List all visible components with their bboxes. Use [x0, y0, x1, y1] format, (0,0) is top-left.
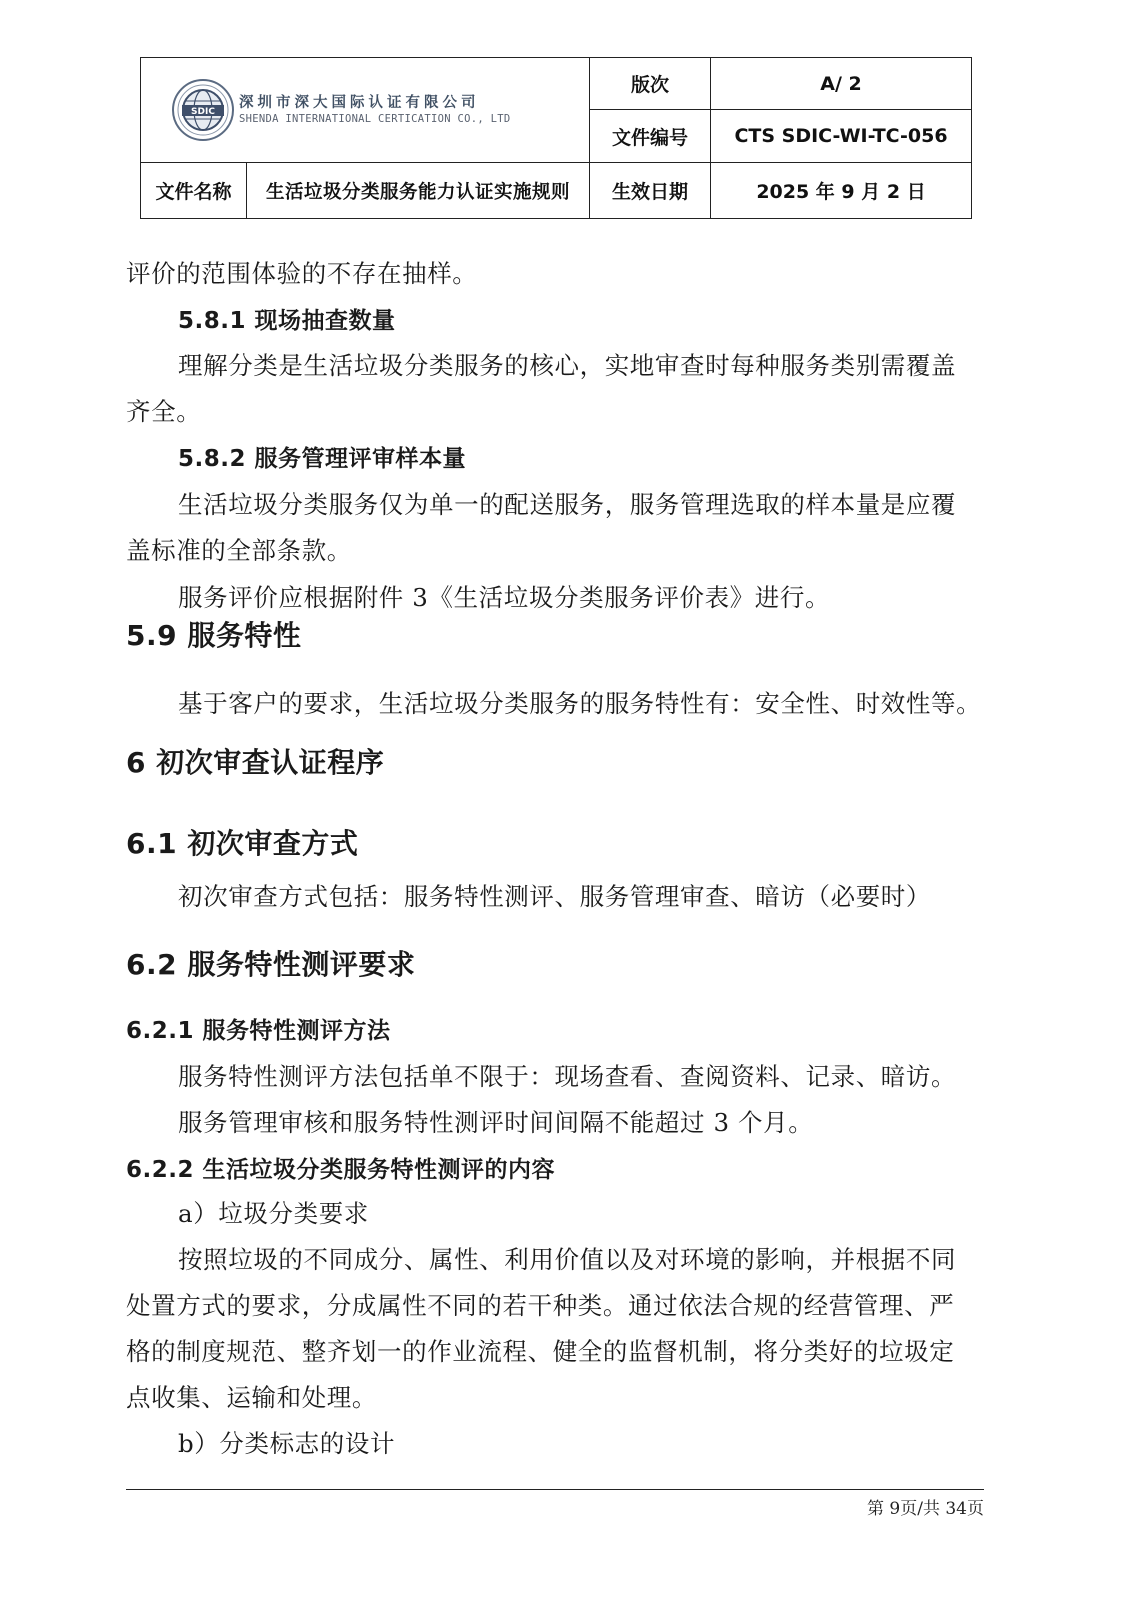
paragraph-line: 点收集、运输和处理。: [126, 1383, 377, 1412]
paragraph-line: 齐全。: [126, 397, 202, 426]
paragraph-line: 服务特性测评方法包括单不限于：现场查看、查阅资料、记录、暗访。: [178, 1062, 957, 1091]
effective-date-label: 生效日期: [590, 163, 711, 219]
paragraph-line: 基于客户的要求，生活垃圾分类服务的服务特性有：安全性、时效性等。: [178, 689, 982, 718]
company-name-cn: 深圳市深大国际认证有限公司: [239, 95, 480, 112]
paragraph-line: 盖标准的全部条款。: [126, 536, 352, 565]
heading-6-1: 6.1 初次审查方式: [126, 827, 359, 860]
list-item-label: b）分类标志的设计: [178, 1429, 396, 1458]
doc-name-value: 生活垃圾分类服务能力认证实施规则: [247, 163, 590, 219]
company-name-en: SHENDA INTERNATIONAL CERTICATION CO., LTD: [239, 112, 511, 125]
paragraph-line: 初次审查方式包括：服务特性测评、服务管理审查、暗访（必要时）: [178, 882, 931, 911]
doc-number-label: 文件编号: [590, 110, 711, 163]
footer-divider: [126, 1489, 984, 1490]
document-header-table: [140, 57, 972, 219]
heading-6-2-1: 6.2.1 服务特性测评方法: [126, 1018, 391, 1044]
list-item-label: a）垃圾分类要求: [178, 1199, 369, 1228]
version-value: A/ 2: [711, 58, 972, 110]
version-label: 版次: [590, 58, 711, 110]
effective-date-value: 2025 年 9 月 2 日: [711, 163, 972, 219]
company-logo-icon: [171, 78, 235, 142]
svg-text:SDIC: SDIC: [191, 107, 215, 117]
heading-6-2-2: 6.2.2 生活垃圾分类服务特性测评的内容: [126, 1157, 555, 1183]
paragraph-line: 服务评价应根据附件 3《生活垃圾分类服务评价表》进行。: [178, 583, 831, 612]
paragraph-line: 处置方式的要求，分成属性不同的若干种类。通过依法合规的经营管理、严: [126, 1291, 955, 1320]
heading-6-2: 6.2 服务特性测评要求: [126, 948, 416, 981]
paragraph-line: 服务管理审核和服务特性测评时间间隔不能超过 3 个月。: [178, 1108, 814, 1137]
page-number: 第 9页/共 34页: [867, 1499, 984, 1519]
doc-number-value: CTS SDIC-WI-TC-056: [711, 110, 972, 163]
paragraph-line: 理解分类是生活垃圾分类服务的核心，实地审查时每种服务类别需覆盖: [178, 351, 957, 380]
doc-name-label: 文件名称: [141, 163, 247, 219]
paragraph-line: 按照垃圾的不同成分、属性、利用价值以及对环境的影响，并根据不同: [178, 1245, 957, 1274]
paragraph-line: 评价的范围体验的不存在抽样。: [126, 259, 478, 288]
heading-6: 6 初次审查认证程序: [126, 746, 385, 779]
heading-5-9: 5.9 服务特性: [126, 619, 302, 652]
paragraph-line: 生活垃圾分类服务仅为单一的配送服务，服务管理选取的样本量是应覆: [178, 490, 957, 519]
heading-5-8-2: 5.8.2 服务管理评审样本量: [178, 446, 466, 472]
company-logo-block: [141, 58, 590, 163]
paragraph-line: 格的制度规范、整齐划一的作业流程、健全的监督机制，将分类好的垃圾定: [126, 1337, 955, 1366]
heading-5-8-1: 5.8.1 现场抽查数量: [178, 308, 396, 334]
